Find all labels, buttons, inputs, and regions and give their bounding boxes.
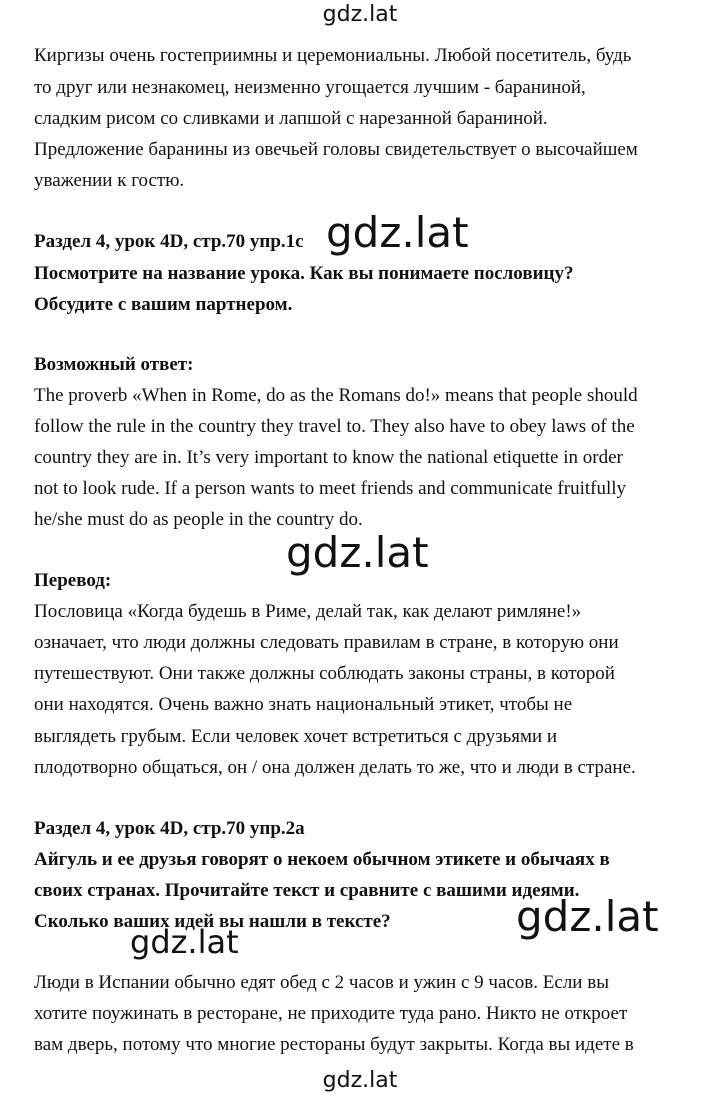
translation-line: путешествуют. Они также должны соблюдать законы страны, в которой bbox=[34, 663, 615, 684]
watermark: gdz.lat bbox=[286, 528, 429, 577]
intro-line: то друг или незнакомец, неизменно угощается лучшим - бараниной, bbox=[34, 77, 586, 98]
body-line: вам дверь, потому что многие рестораны будут закрыты. Когда вы идете в bbox=[34, 1034, 634, 1055]
watermark-bottom: gdz.lat bbox=[322, 1068, 398, 1093]
intro-line: Предложение баранины из овечьей головы свидетельствует о высочайшем bbox=[34, 139, 638, 160]
watermark: gdz.lat bbox=[516, 892, 659, 941]
task-line: Сколько ваших идей вы нашли в тексте? bbox=[34, 911, 391, 932]
task-line: своих странах. Прочитайте текст и сравните с вашими идеями. bbox=[34, 880, 580, 901]
intro-line: Киргизы очень гостеприимны и церемониальны. Любой посетитель, будь bbox=[34, 45, 632, 66]
translation-line: плодотворно общаться, он / она должен делать то же, что и люди в стране. bbox=[34, 757, 636, 778]
body-line: хотите поужинать в ресторане, не приходите туда рано. Никто не откроет bbox=[34, 1003, 628, 1024]
body-line: Люди в Испании обычно едят обед с 2 часов и ужин с 9 часов. Если вы bbox=[34, 972, 609, 993]
task-line: Айгуль и ее друзья говорят о некоем обычном этикете и обычаях в bbox=[34, 849, 610, 870]
section-heading: Раздел 4, урок 4D, стр.70 упр.2a bbox=[34, 818, 305, 839]
watermark-top: gdz.lat bbox=[322, 2, 398, 27]
answer-line: he/she must do as people in the country do. bbox=[34, 509, 363, 530]
translation-line: Пословица «Когда будешь в Риме, делай так, как делают римляне!» bbox=[34, 601, 582, 622]
task-line: Посмотрите на название урока. Как вы понимаете пословицу? bbox=[34, 263, 574, 284]
translation-line: они находятся. Очень важно знать национальный этикет, чтобы не bbox=[34, 694, 573, 715]
translation-line: выглядеть грубым. Если человек хочет встретиться с друзьями и bbox=[34, 726, 558, 747]
answer-line: not to look rude. If a person wants to meet friends and communicate fruitfully bbox=[34, 478, 627, 499]
answer-line: country they are in. It’s very important to know the national etiquette in order bbox=[34, 447, 623, 468]
watermark: gdz.lat bbox=[326, 208, 469, 257]
answer-label: Возможный ответ: bbox=[34, 354, 194, 375]
answer-line: The proverb «When in Rome, do as the Romans do!» means that people should bbox=[34, 385, 638, 406]
intro-line: сладким рисом со сливками и лапшой с нарезанной бараниной. bbox=[34, 108, 548, 129]
translation-label: Перевод: bbox=[34, 570, 112, 591]
watermark: gdz.lat bbox=[130, 923, 239, 961]
answer-line: follow the rule in the country they travel to. They also have to obey laws of the bbox=[34, 416, 635, 437]
section-heading: Раздел 4, урок 4D, стр.70 упр.1c bbox=[34, 231, 304, 252]
intro-line: уважении к гостю. bbox=[34, 170, 185, 191]
translation-line: означает, что люди должны следовать правилам в стране, в которую они bbox=[34, 632, 619, 653]
task-line: Обсудите с вашим партнером. bbox=[34, 294, 293, 315]
